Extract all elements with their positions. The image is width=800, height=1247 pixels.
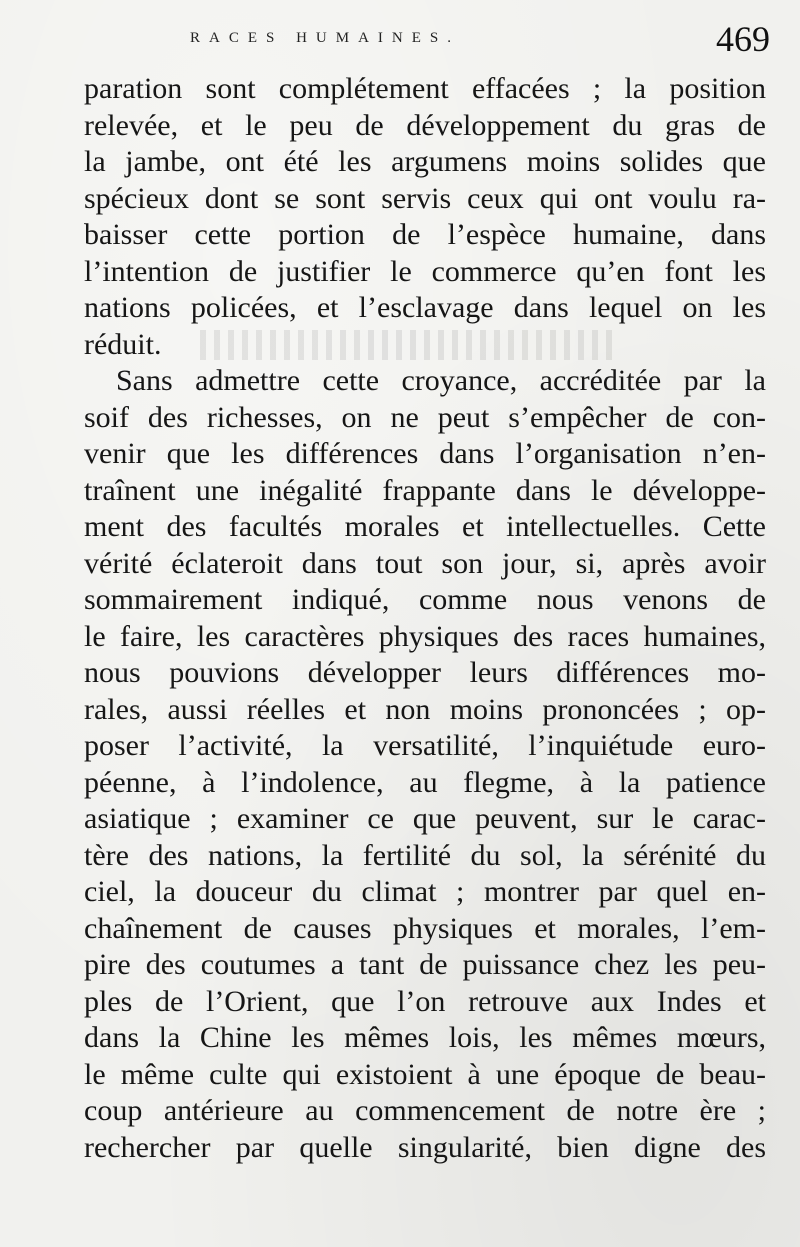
text-line: sommairement indiqué, comme nous venons de <box>84 583 766 616</box>
running-title: RACES HUMAINES. <box>190 30 461 46</box>
text-line: poser l’activité, la versatilité, l’inquiétude euro- <box>84 729 766 762</box>
text-line: réduit. <box>84 327 162 361</box>
text-line: le même culte qui existoient à une époque de beau- <box>84 1057 766 1091</box>
text-line: péenne, à l’indolence, au flegme, à la patience <box>84 765 766 799</box>
text-line: dans la Chine les mêmes lois, les mêmes mœurs, <box>84 1021 766 1054</box>
body-text <box>84 71 766 1166</box>
text-line: Sans admettre cette croyance, accréditée par la <box>116 364 766 397</box>
text-line: tère des nations, la fertilité du sol, la sérénité du <box>84 838 766 872</box>
text-line: soif des richesses, on ne peut s’empêcher de con- <box>84 400 766 434</box>
text-line: nations policées, et l’esclavage dans lequel on les <box>84 291 766 324</box>
text-line: nous pouvions développer leurs différences mo- <box>84 656 766 689</box>
text-line: relevée, et le peu de développement du gras de <box>84 108 766 142</box>
text-line: chaînement de causes physiques et morales, l’em- <box>84 911 766 945</box>
text-line: pire des coutumes a tant de puissance chez les peu- <box>84 948 766 981</box>
text-line: l’intention de justifier le commerce qu’en font les <box>84 254 766 288</box>
text-line: venir que les différences dans l’organisation n’en- <box>84 437 766 470</box>
text-line: la jambe, ont été les argumens moins solides que <box>84 145 766 178</box>
text-line: coup antérieure au commencement de notre ère ; <box>84 1094 766 1127</box>
text-line: ciel, la douceur du climat ; montrer par quel en- <box>84 875 766 908</box>
text-line: baisser cette portion de l’espèce humaine, dans <box>84 218 766 251</box>
text-line: rales, aussi réelles et non moins prononcées ; op- <box>84 692 766 726</box>
text-line: rechercher par quelle singularité, bien digne des <box>84 1130 766 1164</box>
text-line: asiatique ; examiner ce que peuvent, sur le carac- <box>84 802 766 835</box>
text-line: le faire, les caractères physiques des races humaines, <box>84 619 766 653</box>
page-number: 469 <box>716 19 770 59</box>
text-line: paration sont complétement effacées ; la position <box>84 72 766 105</box>
text-line: traînent une inégalité frappante dans le développe- <box>84 473 766 507</box>
text-line: spécieux dont se sont servis ceux qui ont voulu ra- <box>84 181 766 215</box>
text-line: ples de l’Orient, que l’on retrouve aux Indes et <box>84 984 766 1018</box>
text-line: ment des facultés morales et intellectuelles. Cette <box>84 510 766 543</box>
text-line: vérité éclateroit dans tout son jour, si, après avoir <box>84 546 766 580</box>
